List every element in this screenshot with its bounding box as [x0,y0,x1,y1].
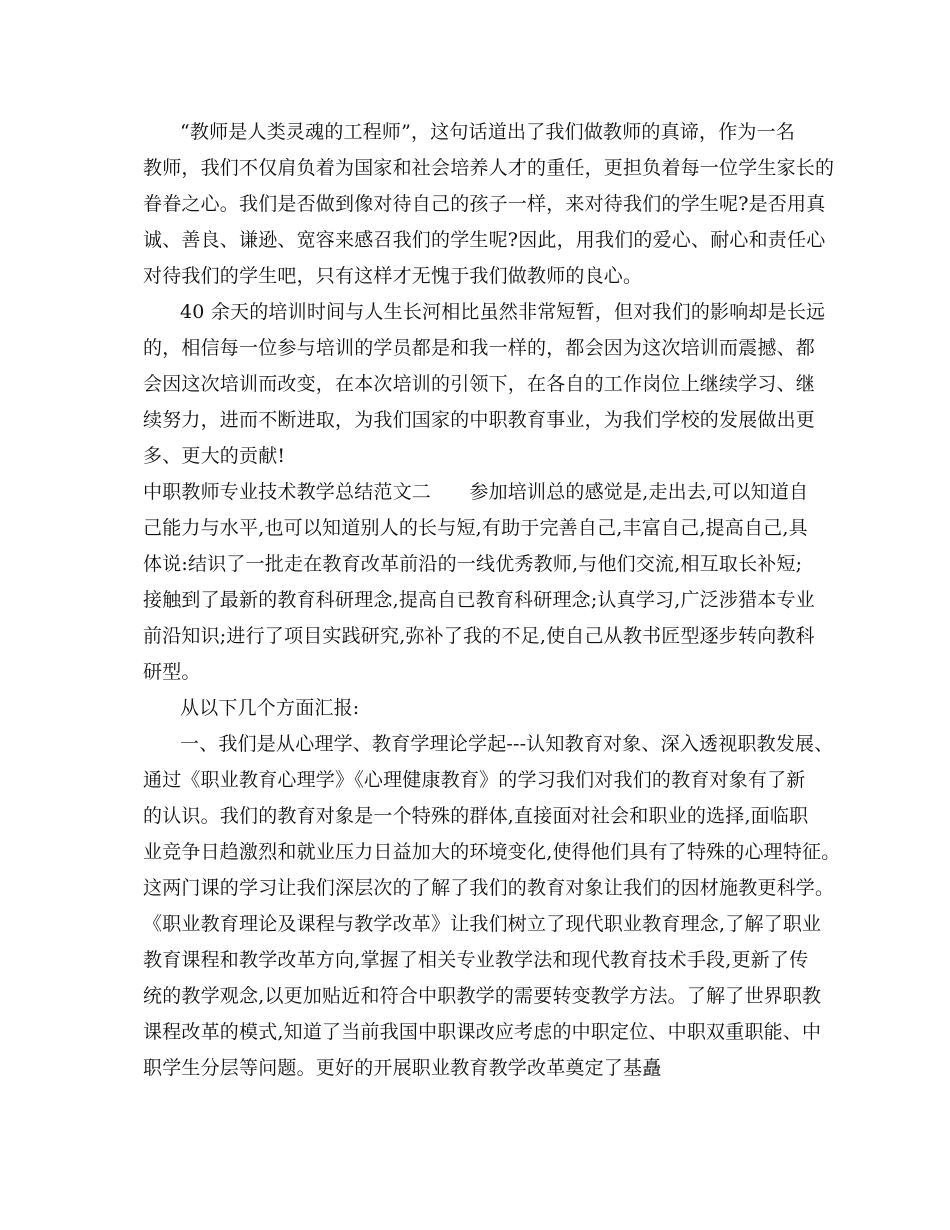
text-line: 职学生分层等问题。更好的开展职业教育教学改革奠定了基矗 [143,1057,662,1079]
text-line: 中职教师专业技术教学总结范文二 参加培训总的感觉是,走出去,可以知道自 [143,481,809,503]
text-line: 的认识。我们的教育对象是一个特殊的群体,直接面对社会和职业的选择,面临职 [143,805,809,827]
text-line: 续努力，进而不断进取，为我们国家的中职教育事业，为我们学校的发展做出更 [143,409,816,431]
text-line: 对待我们的学生吧，只有这样才无愧于我们做教师的良心。 [143,265,643,287]
text-line: 眷眷之心。我们是否做到像对待自己的孩子一样，来对待我们的学生呢?是否用真 [143,193,826,215]
text-line: 《职业教育理论及课程与教学改革》让我们树立了现代职业教育理念,了解了职业 [143,913,822,935]
text-line: 教师，我们不仅肩负着为国家和社会培养人才的重任，更担负着每一位学生家长的 [143,157,835,179]
text-line: 前沿知识;进行了项目实践研究,弥补了我的不足,使自己从教书匠型逐步转向教科 [143,625,815,647]
text-line: 课程改革的模式,知道了当前我国中职课改应考虑的中职定位、中职双重职能、中 [143,1021,822,1043]
text-line: 教育课程和教学改革方向,掌握了相关专业教学法和现代教育技术手段,更新了传 [143,949,809,971]
text-line: 通过《职业教育心理学》《心理健康教育》的学习我们对我们的教育对象有了新 [143,769,806,791]
text-line: 40 余天的培训时间与人生长河相比虽然非常短暂，但对我们的影响却是长远 [180,301,826,323]
text-line: 体说:结识了一批走在教育改革前沿的一线优秀教师,与他们交流,相互取长补短; [143,553,803,575]
text-line: 会因这次培训而改变，在本次培训的引领下，在各自的工作岗位上继续学习、继 [143,373,816,395]
text-line: 从以下几个方面汇报: [180,697,360,719]
text-line: 接触到了最新的教育科研理念,提高自已教育科研理念;认真学习,广泛涉猎本专业 [143,589,815,611]
text-line: 统的教学观念,以更加贴近和符合中职教学的需要转变教学方法。了解了世界职教 [143,985,822,1007]
text-line: 多、更大的贡献! [143,445,286,467]
text-line: 业竞争日趋激烈和就业压力日益加大的环境变化,使得他们具有了特殊的心理特征。 [143,841,841,863]
text-line: 己能力与水平,也可以知道别人的长与短,有助于完善自己,丰富自己,提高自己,具 [143,517,808,539]
text-line: 研型。 [143,661,201,683]
text-line: 这两门课的学习让我们深层次的了解了我们的教育对象让我们的因材施教更科学。 [143,877,835,899]
text-line: 诚、善良、谦逊、宽容来感召我们的学生呢?因此，用我们的爱心、耐心和责任心 [143,229,826,251]
text-line: “教师是人类灵魂的工程师”，这句话道出了我们做教师的真谛，作为一名 [180,121,796,143]
text-line: 的，相信每一位参与培训的学员都是和我一样的，都会因为这次培训而震撼、都 [143,337,816,359]
text-line: 一、我们是从心理学、教育学理论学起---认知教育对象、深入透视职教发展、 [180,733,834,755]
